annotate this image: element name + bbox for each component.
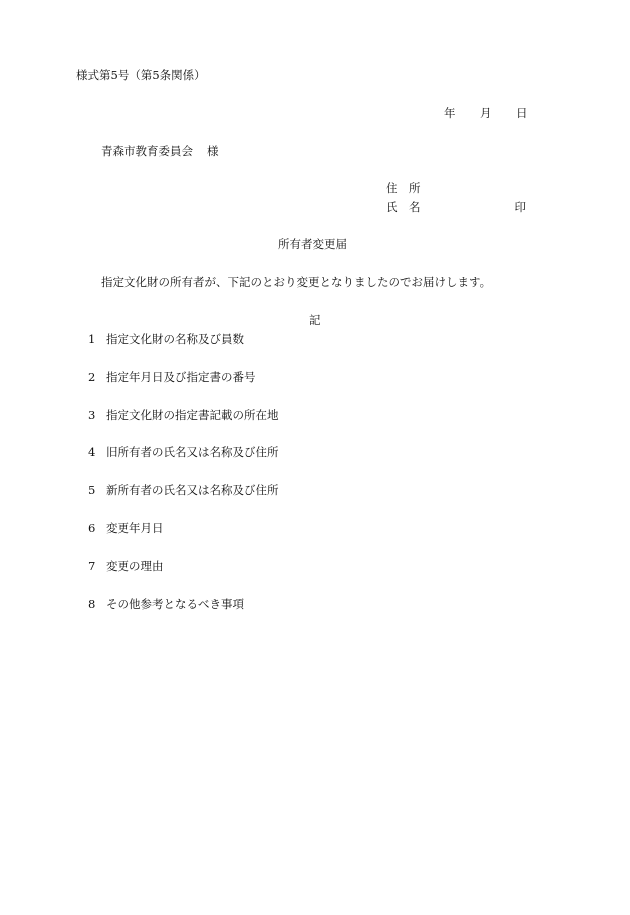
list-item [88, 408, 279, 422]
date-year-label: 年 [444, 106, 456, 120]
addressee [101, 144, 219, 158]
form-number: 様式第5号（第5条関係） [76, 68, 206, 82]
list-item [88, 597, 244, 611]
item-text: その他参考となるべき事項 [106, 597, 244, 611]
item-text: 指定文化財の名称及び員数 [106, 332, 244, 346]
item-number: 3 [88, 408, 96, 422]
addressee-name: 青森市教育委員会 [101, 144, 193, 158]
address-label-char-1: 住 [386, 181, 398, 195]
item-text: 変更年月日 [106, 521, 164, 535]
address-label-char-2: 所 [409, 181, 421, 195]
date-day-label: 日 [516, 106, 528, 120]
addressee-honorific: 様 [207, 144, 219, 158]
document-title: 所有者変更届 [278, 237, 347, 251]
item-number: 8 [88, 597, 96, 611]
name-label-char-2: 名 [409, 200, 421, 214]
item-number: 5 [88, 483, 96, 497]
item-number: 6 [88, 521, 96, 535]
date-month-label: 月 [480, 106, 492, 120]
applicant-name-label [386, 200, 526, 214]
item-text: 指定年月日及び指定書の番号 [106, 370, 256, 384]
item-text: 指定文化財の指定書記載の所在地 [106, 408, 279, 422]
list-item [88, 559, 164, 573]
list-item [88, 445, 279, 459]
date-line [444, 106, 528, 120]
list-item [88, 483, 279, 497]
intro-text: 指定文化財の所有者が、下記のとおり変更となりましたのでお届けします。 [101, 275, 492, 289]
item-number: 1 [88, 332, 96, 346]
list-item [88, 332, 244, 346]
item-number: 2 [88, 370, 96, 384]
item-number: 4 [88, 445, 96, 459]
seal-label: 印 [514, 200, 526, 214]
note-heading: 記 [309, 313, 321, 327]
item-text: 旧所有者の氏名又は名称及び住所 [106, 445, 279, 459]
list-item [88, 370, 256, 384]
item-number: 7 [88, 559, 96, 573]
item-text: 新所有者の氏名又は名称及び住所 [106, 483, 279, 497]
applicant-address-label [386, 181, 421, 195]
list-item [88, 521, 164, 535]
name-label-char-1: 氏 [386, 200, 398, 214]
item-text: 変更の理由 [106, 559, 164, 573]
